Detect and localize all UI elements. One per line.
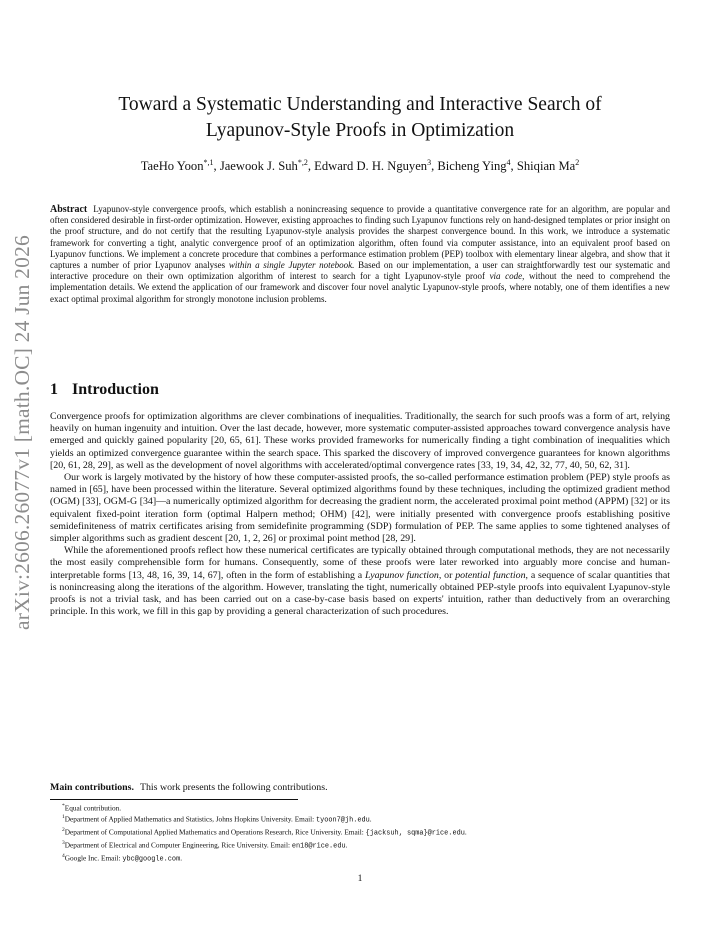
author-2: Jaewook J. Suh$^{*,2}$, — [219, 158, 315, 174]
intro-body — [50, 411, 670, 618]
footnote-rule — [50, 799, 298, 800]
section-heading — [50, 381, 159, 399]
email-link[interactable]: tyoon7@jh.edu — [315, 816, 370, 825]
footnote: $^2$Department of Computational Applied Mathematics and Operations Research, Rice University. Email: {jacksuh, sqma}@rice.edu. — [62, 827, 467, 838]
paragraph-2: Our work is largely motivated by the history of how these computer-assisted proofs, the so-called performance estimation problem (PEP) style proofs as named in [65], have been processed within the literature. Several optimized algorithms found by these techniques, including the optimized gradient method (OGM) [33], OGM-G [34]—a numerically optimized algorithm for decreasing the gradient norm, the accelerated proximal point method (APPM) [32] or its equivalent fixed-point iteration form (optimal Halpern method; OHM) [42], were initially presented with convergence proofs establishing positive semidefiniteness of matrix certificates arising from semidefinite programming (SDP) formulation of PEP. The same applies to some tightened analyses of simpler algorithms such as gradient descent [20, 1, 2, 26] or proximal point method [28, 29]. — [50, 472, 670, 545]
contributions-label: Main contributions. — [50, 782, 134, 793]
abstract-heading: Abstract — [50, 204, 88, 215]
footnote: $^3$Department of Electrical and Computer Engineering, Rice University. Email: en18@rice.edu. — [62, 840, 348, 851]
arxiv-stamp: arXiv:2606.26077v1 [math.OC] 24 Jun 2026 — [10, 235, 34, 630]
email-link[interactable]: {jacksuh, sqma}@rice.edu — [365, 829, 465, 838]
footnote: $^4$Google Inc. Email: ybc@google.com. — [62, 853, 183, 864]
author-5: Shiqian Ma$^2$ — [516, 158, 580, 174]
paper-title — [60, 92, 660, 144]
abstract: Abstract Lyapunov-style convergence proofs, which establish a nonincreasing sequence to provide a quantitative convergence rate for an algorithm, are popular and often considered desirable in first-order optimization. However, existing approaches to finding such Lyapunov functions rely on hand-designed templates or prior insight on the proof structure, and do not certify that the resulting Lyapunov-style analysis provides the sharpest convergence bound. In this work, we introduce a systematic framework for converting a tight, analytic convergence proof of an optimization algorithm, often found via computer assistance, into an equivalent proof based on Lyapunov functions. We implement a concrete procedure that combines a performance estimation problem (PEP) toolbox with elementary linear algebra, and show that it captures a number of prior Lyapunov analyses within a single Jupyter notebook. Based on our implementation, a user can straightforwardly test our systematic and interactive procedure on their own optimization algorithm of interest to search for a tight Lyapunov-style proof via code, without the need to comprehend the implementation details. We extend the application of our framework and discover four novel analytic Lyapunov-style proofs, where notably, one of them identifies a new exact optimal proximal algorithm for strongly monotone inclusion problems. — [50, 204, 671, 304]
paragraph-1: Convergence proofs for optimization algorithms are clever combinations of inequalities. Traditionally, the search for such proofs was a form of art, relying heavily on human ingenuity and intuition. Over the last decade, however, more systematic computer-assisted approaches toward convergence analysis have emerged and quickly gained popularity [20, 65, 61]. These works provided frameworks for numerically finding a tight combination of inequalities which yields an optimized convergence guarantee within the search space. This sparked the discovery of improved convergence guarantees for known algorithms [20, 61, 28, 29], as well as the development of novel algorithms with accelerated/optimal convergence rates [33, 19, 34, 42, 32, 77, 40, 50, 62, 31]. — [50, 411, 670, 471]
footnotes — [62, 802, 670, 865]
main-contributions: Main contributions. This work presents the following contributions. — [50, 782, 328, 793]
paragraph-3: While the aforementioned proofs reflect how these numerical certificates are typically obtained through computational methods, they are not necessarily the most easily comprehensible form for humans. Consequently, some of these proofs were later reworked into arguably more concise and human-interpretable forms [13, 48, 16, 39, 14, 67], often in the form of establishing a Lyapunov function, or potential function, a sequence of scalar quantities that is nonincreasing along the iterations of the algorithm. However, translating the tight, numerically obtained PEP-style proofs into equivalent Lyapunov-style proofs is not a trivial task, and has been carried out on a case-by-case basis based on experts' intuition, rather than deductively from an overarching principle. In this work, we fill in this gap by providing a general characterization of such procedures. — [50, 545, 670, 618]
email-link[interactable]: en18@rice.edu — [291, 842, 346, 851]
email-link[interactable]: ybc@google.com — [122, 855, 181, 864]
title-line-1: Toward a Systematic Understanding and Interactive Search of — [118, 94, 602, 115]
footnote: *Equal contribution. — [62, 803, 122, 813]
section-number: 1 — [50, 381, 58, 398]
section-title: Introduction — [72, 381, 159, 398]
page-number: 1 — [357, 873, 363, 884]
author-list — [40, 158, 680, 174]
title-line-2: Lyapunov-Style Proofs in Optimization — [205, 120, 515, 141]
author-1: TaeHo Yoon$^{*,1}$, — [140, 158, 220, 174]
footnote: $^1$Department of Applied Mathematics and Statistics, Johns Hopkins University. Email: tyoon7@jh.edu. — [62, 814, 372, 825]
author-3: Edward D. H. Nguyen$^3$, — [314, 158, 438, 174]
author-4: Bicheng Ying$^4$, — [437, 158, 517, 174]
